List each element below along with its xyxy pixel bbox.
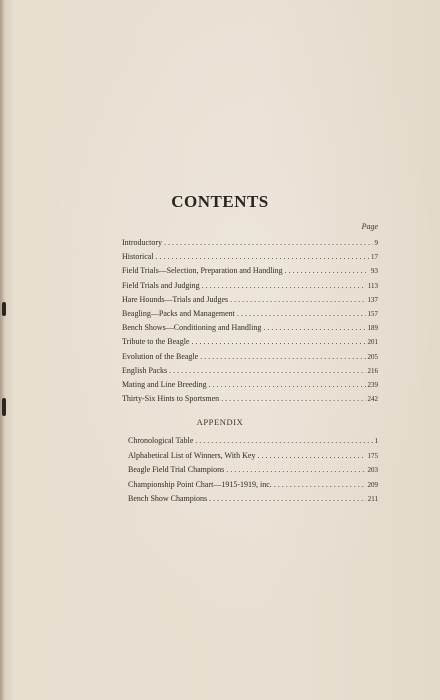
toc-entry-title: Evolution of the Beagle <box>122 351 199 361</box>
toc-entry-page: 211 <box>367 495 378 504</box>
toc-entry <box>128 434 378 449</box>
toc-entry-title: Beagle Field Trial Champions <box>128 465 225 475</box>
leader-dots <box>209 492 366 507</box>
leader-dots <box>191 335 365 349</box>
leader-dots <box>274 478 366 493</box>
toc-entry-title: Tribute to the Beagle <box>122 337 190 347</box>
toc-entry-page: 137 <box>367 295 378 304</box>
leader-dots <box>230 293 365 307</box>
toc-entry <box>122 279 378 293</box>
toc-entry-page: 239 <box>367 380 378 389</box>
leader-dots <box>156 250 369 264</box>
toc-entry-title: Bench Shows—Conditioning and Handling <box>122 323 262 333</box>
toc-entry-title: Mating and Line Breeding <box>122 379 207 389</box>
binding-mark <box>2 398 6 416</box>
toc-entry-title: Introductory <box>122 238 162 247</box>
toc-entry-page: 9 <box>374 239 378 247</box>
leader-dots <box>202 279 366 293</box>
appendix-list <box>128 434 378 507</box>
leader-dots <box>169 364 365 378</box>
toc-entry <box>122 307 378 321</box>
appendix-heading: APPENDIX <box>196 417 244 427</box>
leader-dots <box>195 434 372 449</box>
toc-entry-title: Alphabetical List of Winners, With Key <box>128 450 256 460</box>
toc-entry-page: 113 <box>367 281 378 290</box>
toc-entry <box>122 250 378 264</box>
toc-entry-title: Field Trials—Selection, Preparation and Handling <box>122 266 283 276</box>
binding-mark <box>2 302 6 316</box>
toc-entry-page: 201 <box>367 338 378 347</box>
toc-entry-page: 209 <box>367 480 378 489</box>
toc-entry-title: Historical <box>122 252 154 262</box>
toc-entry <box>122 378 378 392</box>
toc-entry-page: 189 <box>367 324 378 333</box>
toc-entry-page: 175 <box>367 451 378 460</box>
toc-entry <box>122 392 378 406</box>
leader-dots <box>263 321 365 335</box>
toc-entry <box>128 492 378 507</box>
toc-entry-title: English Packs <box>122 365 168 375</box>
toc-entry <box>122 236 378 250</box>
toc-entry-page: 1 <box>374 437 378 445</box>
toc-entry-page: 17 <box>371 253 378 262</box>
toc-entry-title: Thirty-Six Hints to Sportsmen <box>122 394 220 404</box>
leader-dots <box>285 264 369 278</box>
toc-entry-title: Bench Show Champions <box>128 494 208 504</box>
toc-entry <box>122 264 378 278</box>
contents-list <box>122 236 378 406</box>
toc-entry-page: 203 <box>367 466 378 475</box>
toc-entry-page: 242 <box>367 395 378 404</box>
leader-dots <box>226 463 365 478</box>
toc-entry <box>122 293 378 307</box>
toc-entry <box>122 350 378 364</box>
toc-entry-title: Championship Point Chart—1915-1919, inc. <box>128 479 272 489</box>
toc-entry <box>122 321 378 335</box>
toc-entry <box>122 364 378 378</box>
toc-entry-page: 216 <box>367 366 378 375</box>
toc-entry <box>128 449 378 464</box>
toc-entry-title: Beagling—Packs and Management <box>122 308 235 318</box>
toc-entry-page: 157 <box>367 309 378 318</box>
toc-entry-title: Field Trials and Judging <box>122 280 200 290</box>
leader-dots <box>257 449 365 464</box>
toc-entry-title: Hare Hounds—Trials and Judges <box>122 294 229 304</box>
page-column-label: Page <box>361 222 378 231</box>
toc-entry-title: Chronological Table <box>128 436 194 445</box>
contents-title: CONTENTS <box>171 192 269 211</box>
leader-dots <box>237 307 366 321</box>
leader-dots <box>209 378 366 392</box>
leader-dots <box>221 392 365 406</box>
toc-entry-page: 205 <box>367 352 378 361</box>
leader-dots <box>200 350 365 364</box>
toc-entry <box>122 335 378 349</box>
toc-entry <box>128 478 378 493</box>
toc-entry-page: 93 <box>371 267 378 276</box>
page-binding-edge <box>0 0 4 700</box>
toc-entry <box>128 463 378 478</box>
leader-dots <box>164 236 373 250</box>
